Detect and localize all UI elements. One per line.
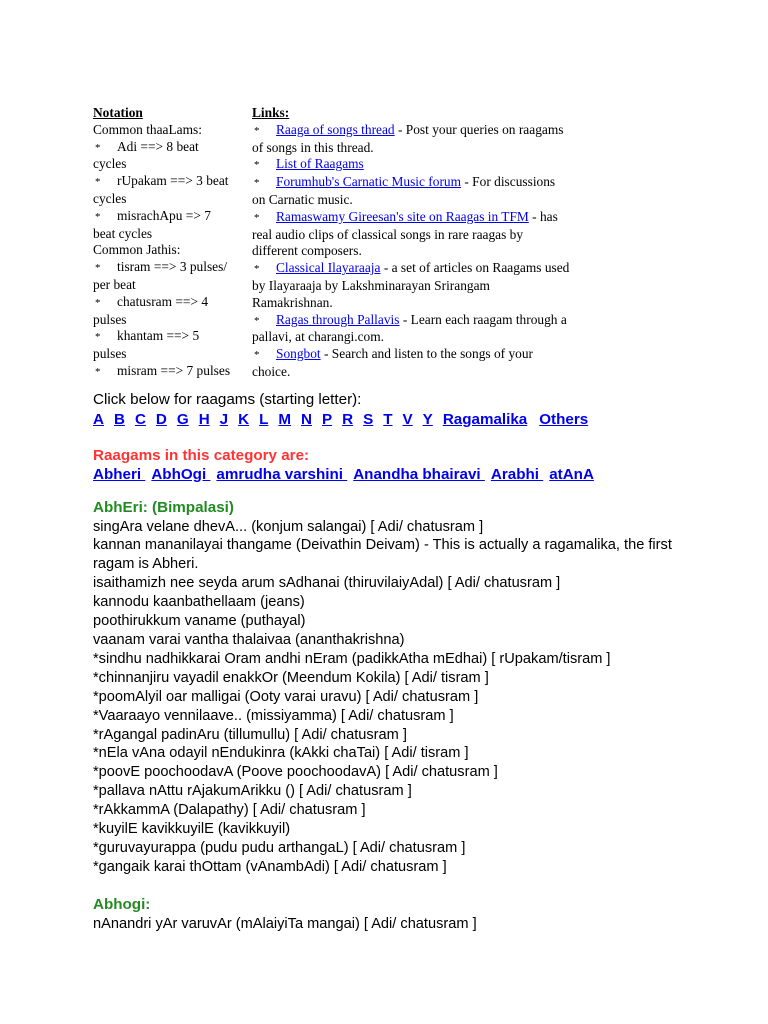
notation-header: Notation [93, 105, 143, 120]
song-line: *gangaik karai thOttam (vAnambAdi) [ Adi/ chatusram ] [93, 858, 447, 875]
notation-line [93, 156, 251, 173]
link-description-continued: on Carnatic music. [252, 191, 353, 207]
link-5[interactable]: Ragas through Pallavis [276, 311, 400, 327]
notation-line [93, 226, 251, 243]
letter-link-m[interactable]: M [278, 410, 292, 428]
letter-link-b[interactable]: B [113, 410, 125, 428]
link-item [252, 260, 622, 278]
abhogi-song-list [93, 915, 693, 934]
notation-line [93, 312, 251, 329]
notation-line [93, 363, 251, 381]
notation-text: Adi ==> 8 beat [117, 138, 199, 154]
abheri-title: AbhEri: (Bimpalasi) [93, 498, 234, 516]
link-description-continued: choice. [252, 363, 291, 379]
bullet-star-icon: * [254, 314, 260, 327]
song-line: *Vaaraayo vennilaave.. (missiyamma) [ Adi/ chatusram ] [93, 707, 454, 724]
bullet-star-icon: * [95, 141, 101, 154]
letter-link-k[interactable]: K [238, 410, 250, 428]
link-item [252, 312, 622, 330]
notation-text: per beat [93, 276, 136, 292]
song-line: *kuyilE kavikkuyilE (kavikkuyil) [93, 821, 291, 838]
bullet-star-icon: * [95, 210, 101, 223]
link-2[interactable]: Forumhub's Carnatic Music forum [276, 174, 462, 190]
link-item [252, 346, 622, 364]
link-description-continued: Ramakrishnan. [252, 294, 333, 310]
notation-text: tisram ==> 3 pulses/ [117, 259, 228, 275]
song-line: *sindhu nadhikkarai Oram andhi nEram (padikkAtha mEdhai) [ rUpakam/tisram ] [93, 650, 611, 667]
song-line: *poomAlyil oar malligai (Ooty varai uravu) [ Adi/ chatusram ] [93, 688, 479, 705]
letter-link-s[interactable]: S [363, 410, 374, 428]
notation-text: beat cycles [93, 225, 153, 241]
notation-text: misram ==> 7 pulses [117, 362, 231, 378]
link-description-continued: pallavi, at charangi.com. [252, 329, 384, 345]
notation-line [93, 242, 251, 259]
link-description: - Post your queries on raagams [394, 121, 564, 137]
notation-line [93, 122, 251, 139]
notation-line [93, 139, 251, 157]
letter-link-p[interactable]: P [322, 410, 333, 428]
bullet-star-icon: * [95, 296, 101, 309]
bullet-star-icon: * [254, 349, 260, 362]
letter-link-d[interactable]: D [155, 410, 167, 428]
song-line: poothirukkum vaname (puthayal) [93, 613, 306, 630]
notation-line [93, 346, 251, 363]
song-line: nAnandri yAr varuvAr (mAlaiyiTa mangai) [ Adi/ chatusram ] [93, 915, 477, 932]
song-line: *poovE poochoodavA (Poove poochoodavA) [ Adi/ chatusram ] [93, 764, 498, 781]
notation-text: pulses [93, 346, 127, 362]
bullet-star-icon: * [254, 211, 260, 224]
link-item [252, 209, 622, 227]
notation-line [93, 259, 251, 277]
notation-line [93, 277, 251, 294]
link-item [252, 122, 622, 140]
link-6[interactable]: Songbot [276, 346, 321, 362]
letter-link-c[interactable]: C [134, 410, 146, 428]
bullet-star-icon: * [254, 159, 260, 172]
category-link[interactable]: AbhOgi [151, 465, 211, 483]
abhogi-title: Abhogi: [93, 895, 151, 913]
notation-text: pulses [93, 311, 127, 327]
song-line: *rAgangal padinAru (tillumullu) [ Adi/ chatusram ] [93, 726, 407, 743]
song-line: *pallava nAttu rAjakumArikku () [ Adi/ chatusram ] [93, 783, 412, 800]
links-header: Links: [252, 105, 290, 120]
category-title: Raagams in this category are: [93, 446, 310, 464]
letter-link-g[interactable]: G [176, 410, 189, 428]
song-line: singAra velane dhevA... (konjum salangai) [ Adi/ chatusram ] [93, 518, 484, 535]
category-link[interactable]: Anandha bhairavi [353, 465, 485, 483]
link-0[interactable]: Raaga of songs thread [276, 121, 395, 137]
notation-line [93, 294, 251, 312]
notation-text: khantam ==> 5 [117, 328, 200, 344]
letter-link-j[interactable]: J [219, 410, 229, 428]
bullet-star-icon: * [95, 176, 101, 189]
links-column [252, 105, 622, 381]
letter-link-n[interactable]: N [301, 410, 312, 428]
link-description: - Search and listen to the songs of your [320, 346, 534, 362]
bullet-star-icon: * [95, 262, 101, 275]
letter-link-a[interactable]: A [93, 410, 104, 428]
category-link[interactable]: Arabhi [490, 465, 544, 483]
abheri-song-list [93, 518, 693, 877]
song-line: *nEla vAna odayil nEndukinra (kAkki chaTai) [ Adi/ tisram ] [93, 745, 469, 762]
category-link[interactable]: amrudha varshini [216, 465, 348, 483]
song-line: kannodu kaanbathellaam (jeans) [93, 594, 305, 611]
link-description-continued: real audio clips of classical songs in rare raagas by [252, 226, 524, 242]
category-link[interactable]: atAnA [549, 465, 594, 483]
link-description-continued: by Ilayaraaja by Lakshminarayan Srirangam [252, 277, 490, 293]
notation-line [93, 328, 251, 346]
bullet-star-icon: * [95, 331, 101, 344]
song-line: *rAkkammA (Dalapathy) [ Adi/ chatusram ] [93, 802, 366, 819]
song-line: kannan mananilayai thangame (Deivathin Deivam) - This is actually a ragamalika, the first ragam is Abheri. [93, 537, 672, 573]
notation-text: rUpakam ==> 3 beat [117, 173, 229, 189]
links-lines [252, 122, 622, 381]
letter-link-v[interactable]: V [402, 410, 413, 428]
notation-line [93, 191, 251, 208]
link-description-continued: of songs in this thread. [252, 139, 374, 155]
notation-text: Common thaaLams: [93, 121, 202, 137]
notation-column [93, 105, 251, 381]
song-line: isaithamizh nee seyda arum sAdhanai (thiruvilaiyAdal) [ Adi/ chatusram ] [93, 575, 561, 592]
notation-text: cycles [93, 190, 127, 206]
link-description: - a set of articles on Raagams used [380, 260, 570, 276]
letter-link-t[interactable]: T [383, 410, 393, 428]
raagam-section [93, 391, 693, 934]
link-3[interactable]: Ramaswamy Gireesan's site on Raagas in TFM [276, 208, 529, 224]
letter-link-others[interactable]: Others [539, 410, 589, 428]
notation-line [93, 173, 251, 191]
letter-index [93, 411, 693, 430]
notation-text: misrachApu => 7 [117, 207, 211, 223]
link-1[interactable]: List of Raagams [276, 156, 364, 172]
link-item [252, 174, 622, 192]
category-list [93, 466, 693, 485]
notation-lines [93, 122, 251, 381]
link-4[interactable]: Classical Ilayaraaja [276, 260, 381, 276]
letter-link-h[interactable]: H [198, 410, 210, 428]
song-line: *chinnanjiru vayadil enakkOr (Meendum Kokila) [ Adi/ tisram ] [93, 669, 489, 686]
notation-text: chatusram ==> 4 [117, 293, 209, 309]
letter-link-y[interactable]: Y [422, 410, 433, 428]
click-below-text: Click below for raagams (starting letter): [93, 391, 362, 408]
notation-line [93, 208, 251, 226]
song-line: vaanam varai vantha thalaivaa (ananthakrishna) [93, 631, 405, 648]
bullet-star-icon: * [254, 263, 260, 276]
bullet-star-icon: * [95, 365, 101, 378]
category-link[interactable]: Abheri [93, 465, 146, 483]
letter-link-ragamalika[interactable]: Ragamalika [442, 410, 528, 428]
link-description: - Learn each raagam through a [399, 311, 567, 327]
letter-link-l[interactable]: L [259, 410, 269, 428]
notation-text: Common Jathis: [93, 242, 181, 258]
link-description-continued: different composers. [252, 243, 362, 259]
link-description: - has [528, 208, 558, 224]
link-description: - For discussions [461, 174, 556, 190]
bullet-star-icon: * [254, 124, 260, 137]
notation-text: cycles [93, 156, 127, 172]
link-item [252, 156, 622, 174]
letter-link-r[interactable]: R [342, 410, 354, 428]
bullet-star-icon: * [254, 177, 260, 190]
song-line: *guruvayurappa (pudu pudu arthangaL) [ Adi/ chatusram ] [93, 839, 466, 856]
